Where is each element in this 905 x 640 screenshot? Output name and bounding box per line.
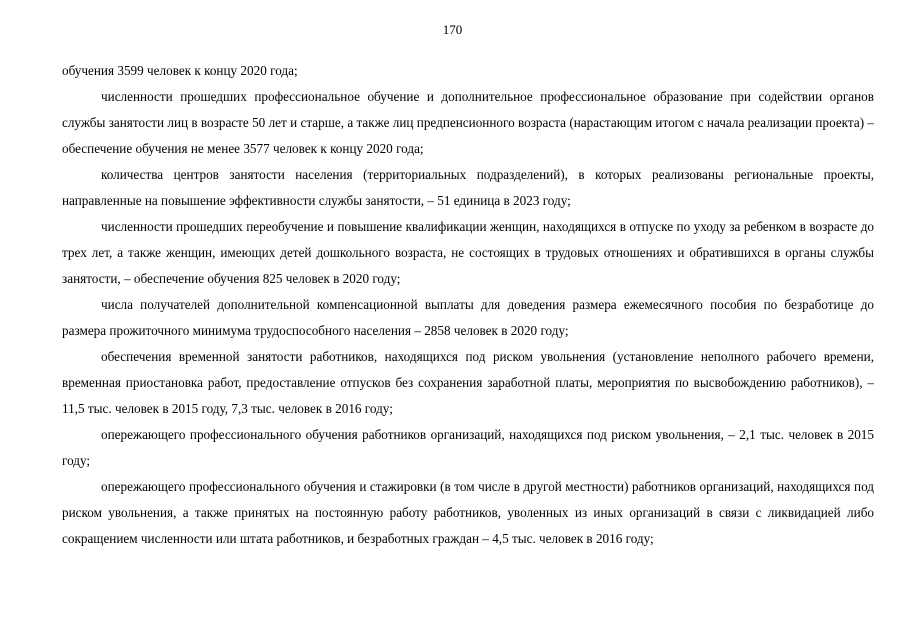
- paragraph-1: обучения 3599 человек к концу 2020 года;: [62, 63, 298, 78]
- paragraph-5: числа получателей дополнительной компенсационной выплаты для доведения размера ежемесячного пособия по безработице до размера прожиточного минимума трудоспособного населения – 2858 человек в 2020 году;: [62, 297, 874, 338]
- paragraph-4: численности прошедших переобучение и повышение квалификации женщин, находящихся в отпуске по уходу за ребенком в возрасте до трех лет, а также женщин, имеющих детей дошкольного возраста, не состоящих в трудовых отношениях и обратившихся в органы службы занятости, – обеспечение обучения 825 человек в 2020 году;: [62, 219, 874, 286]
- document-body: [62, 58, 874, 552]
- paragraph-2: численности прошедших профессиональное обучение и дополнительное профессиональное образование при содействии органов службы занятости лиц в возрасте 50 лет и старше, а также лиц предпенсионного возраста (нарастающим итогом с начала реализации проекта) – обеспечение обучения не менее 3577 человек к концу 2020 года;: [62, 89, 874, 156]
- paragraph-8: опережающего профессионального обучения и стажировки (в том числе в другой местности) работников организаций, находящихся под риском увольнения, а также принятых на постоянную работу работников, уволенных из иных организаций в связи с ликвидацией либо сокращением численности или штата работников, и безработных граждан – 4,5 тыс. человек в 2016 году;: [62, 479, 874, 546]
- paragraph-3: количества центров занятости населения (территориальных подразделений), в которых реализованы региональные проекты, направленные на повышение эффективности службы занятости, – 51 единица в 2023 году;: [62, 167, 874, 208]
- page-number: 170: [442, 22, 463, 37]
- paragraph-7: опережающего профессионального обучения работников организаций, находящихся под риском увольнения, – 2,1 тыс. человек в 2015 году;: [62, 427, 874, 468]
- paragraph-6: обеспечения временной занятости работников, находящихся под риском увольнения (установление неполного рабочего времени, временная приостановка работ, предоставление отпусков без сохранения заработной платы, мероприятия по высвобождению работников), – 11,5 тыс. человек в 2015 году, 7,3 тыс. человек в 2016 году;: [62, 349, 874, 416]
